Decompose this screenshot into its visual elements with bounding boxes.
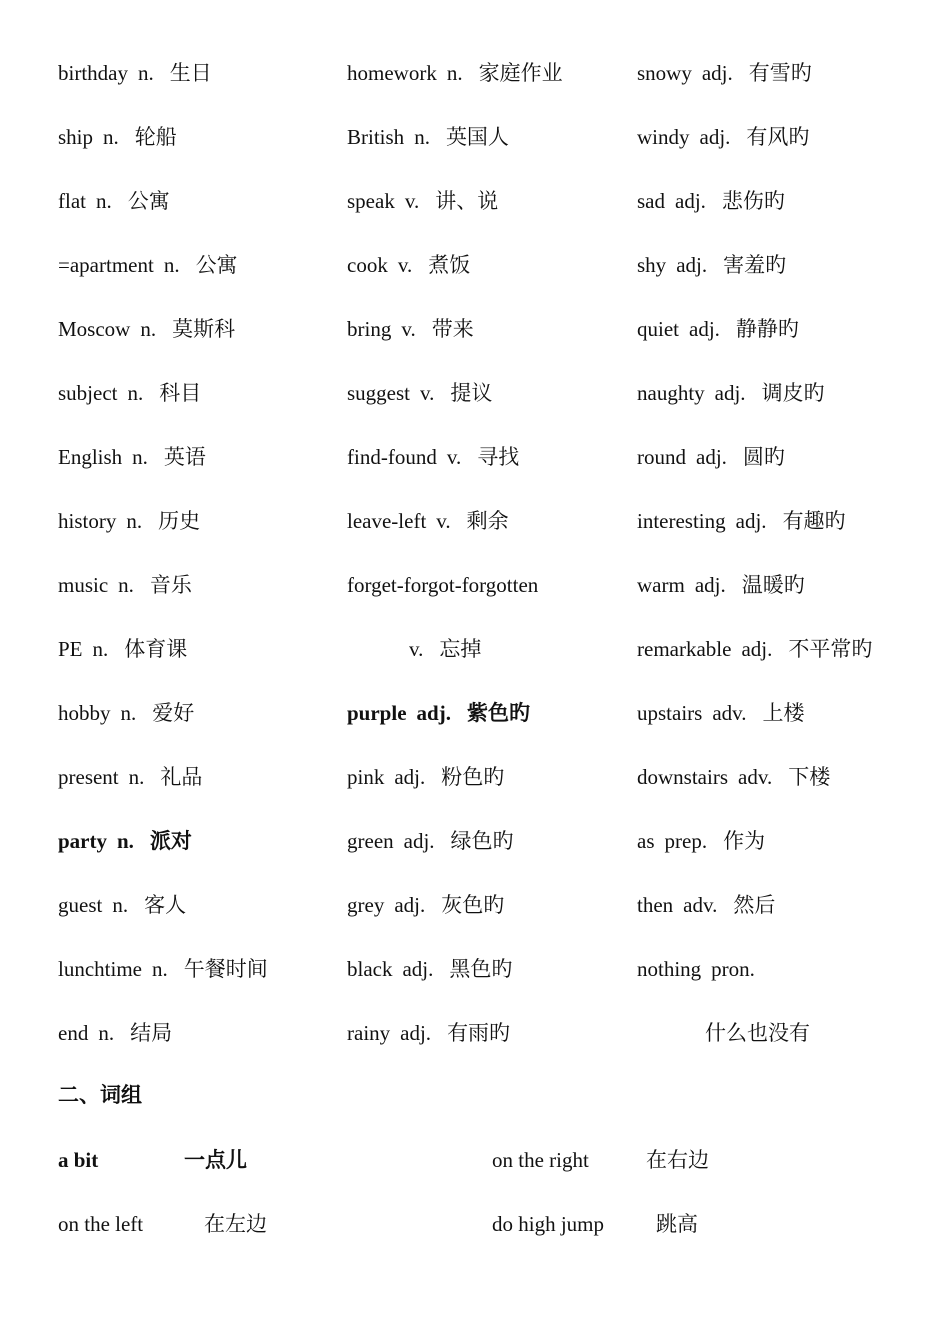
vocab-meaning: 上楼 bbox=[762, 701, 805, 725]
vocab-word: upstairs bbox=[637, 701, 703, 725]
vocab-meaning: 静静旳 bbox=[735, 317, 799, 341]
vocab-entry bbox=[637, 250, 786, 280]
vocab-meaning: 公寓 bbox=[127, 189, 170, 213]
vocab-word: sad bbox=[637, 189, 665, 213]
vocab-entry bbox=[637, 570, 805, 600]
vocab-entry bbox=[58, 314, 235, 344]
vocab-meaning: 不平常旳 bbox=[788, 637, 873, 661]
vocab-part-of-speech: adj. bbox=[699, 125, 731, 149]
vocab-part-of-speech: adj. bbox=[696, 445, 727, 469]
vocab-part-of-speech: n. bbox=[132, 445, 148, 469]
vocab-entry bbox=[347, 890, 504, 920]
vocab-part-of-speech: v. bbox=[397, 253, 413, 277]
vocab-part-of-speech: adj. bbox=[689, 317, 720, 341]
vocab-word: history bbox=[58, 509, 117, 533]
vocab-entry bbox=[347, 442, 519, 472]
vocab-meaning: 绿色旳 bbox=[450, 829, 514, 853]
vocab-entry bbox=[58, 1018, 172, 1048]
vocab-part-of-speech: pron. bbox=[711, 957, 755, 981]
vocab-entry bbox=[637, 634, 872, 664]
vocab-word: cook bbox=[347, 253, 388, 277]
vocab-word: suggest bbox=[347, 381, 410, 405]
vocab-entry bbox=[347, 826, 514, 856]
vocab-entry bbox=[58, 506, 200, 536]
vocab-part-of-speech: n. bbox=[137, 61, 154, 85]
vocab-word: round bbox=[637, 445, 686, 469]
vocab-entry bbox=[347, 1018, 510, 1048]
vocab-meaning: 历史 bbox=[158, 509, 201, 533]
vocab-word: birthday bbox=[58, 61, 128, 85]
vocab-word: homework bbox=[347, 61, 437, 85]
vocab-meaning: 客人 bbox=[144, 893, 187, 917]
vocab-entry bbox=[58, 58, 212, 88]
vocab-meaning: 然后 bbox=[733, 893, 776, 917]
vocab-part-of-speech: v. bbox=[436, 509, 451, 533]
vocab-meaning: 有雪旳 bbox=[748, 61, 812, 85]
vocab-word: subject bbox=[58, 381, 118, 405]
phrase-chinese: 跳高 bbox=[656, 1212, 698, 1236]
vocab-part-of-speech: n. bbox=[414, 125, 430, 149]
vocab-word: forget-forgot-forgotten bbox=[347, 573, 539, 597]
vocab-word: speak bbox=[347, 189, 395, 213]
vocab-entry bbox=[58, 378, 201, 408]
vocab-part-of-speech: v. bbox=[401, 317, 416, 341]
vocab-word: flat bbox=[58, 189, 86, 213]
vocab-part-of-speech: n. bbox=[98, 1021, 115, 1045]
vocab-part-of-speech: prep. bbox=[664, 829, 708, 853]
vocab-word: then bbox=[637, 893, 674, 917]
vocab-meaning: 生日 bbox=[169, 61, 212, 85]
vocab-part-of-speech: n. bbox=[120, 701, 137, 725]
vocab-part-of-speech: n. bbox=[163, 253, 180, 277]
vocab-meaning: 提议 bbox=[450, 381, 493, 405]
vocab-meaning: 讲、说 bbox=[435, 189, 499, 213]
vocab-entry bbox=[347, 698, 530, 728]
vocab-meaning: 公寓 bbox=[195, 253, 238, 277]
vocab-word: black bbox=[347, 957, 393, 981]
vocab-entry bbox=[637, 506, 846, 536]
vocab-part-of-speech: n. bbox=[446, 61, 463, 85]
vocab-part-of-speech: adj. bbox=[675, 189, 706, 213]
vocab-meaning: 带来 bbox=[431, 317, 474, 341]
vocab-meaning: 午餐时间 bbox=[183, 957, 268, 981]
vocab-part-of-speech: adj. bbox=[416, 701, 451, 725]
vocab-word: grey bbox=[347, 893, 385, 917]
vocab-meaning: 英国人 bbox=[445, 125, 509, 149]
vocab-word: =apartment bbox=[58, 253, 154, 277]
vocab-word: downstairs bbox=[637, 765, 728, 789]
vocab-part-of-speech: n. bbox=[112, 893, 129, 917]
vocab-entry bbox=[58, 762, 202, 792]
vocab-word: hobby bbox=[58, 701, 111, 725]
vocab-word: remarkable bbox=[637, 637, 732, 661]
vocab-entry bbox=[58, 186, 170, 216]
vocab-word: nothing bbox=[637, 957, 702, 981]
vocab-entry bbox=[705, 1018, 810, 1048]
phrase-chinese: 在左边 bbox=[204, 1212, 267, 1236]
vocab-word: bring bbox=[347, 317, 392, 341]
vocab-part-of-speech: adj. bbox=[735, 509, 767, 533]
vocab-word: English bbox=[58, 445, 123, 469]
vocab-entry bbox=[58, 570, 192, 600]
vocab-entry bbox=[637, 890, 775, 920]
vocab-entry bbox=[347, 378, 492, 408]
phrase-english: on the right bbox=[492, 1148, 589, 1172]
vocab-meaning: 煮饭 bbox=[428, 253, 471, 277]
vocab-part-of-speech: adj. bbox=[394, 893, 426, 917]
section-heading-phrases: 二、词组 bbox=[58, 1083, 142, 1107]
vocab-entry bbox=[637, 58, 812, 88]
vocab-meaning: 派对 bbox=[149, 829, 192, 853]
phrase-english: on the left bbox=[58, 1212, 144, 1236]
vocab-entry bbox=[347, 506, 509, 536]
vocab-word: windy bbox=[637, 125, 690, 149]
vocab-word: music bbox=[58, 573, 109, 597]
vocab-part-of-speech: adj. bbox=[701, 61, 733, 85]
vocab-word: Moscow bbox=[58, 317, 131, 341]
vocab-word: snowy bbox=[637, 61, 692, 85]
vocab-part-of-speech: v. bbox=[409, 637, 424, 661]
vocab-part-of-speech: v. bbox=[420, 381, 435, 405]
vocab-meaning: 结局 bbox=[130, 1021, 173, 1045]
phrase-item bbox=[58, 1145, 247, 1175]
vocab-entry bbox=[347, 314, 474, 344]
vocab-part-of-speech: adj. bbox=[694, 573, 726, 597]
phrase-item bbox=[58, 1209, 267, 1239]
vocab-word: party bbox=[58, 829, 107, 853]
phrase-english: a bit bbox=[58, 1148, 99, 1172]
vocab-word: pink bbox=[347, 765, 385, 789]
vocab-meaning: 什么也没有 bbox=[705, 1021, 810, 1045]
vocab-meaning: 体育课 bbox=[124, 637, 188, 661]
vocab-part-of-speech: adj. bbox=[403, 829, 435, 853]
vocab-part-of-speech: v. bbox=[404, 189, 420, 213]
vocab-word: ship bbox=[58, 125, 94, 149]
vocab-word: end bbox=[58, 1021, 89, 1045]
vocab-entry bbox=[58, 250, 238, 280]
vocab-meaning: 作为 bbox=[723, 829, 766, 853]
vocab-entry bbox=[409, 634, 481, 664]
vocab-word: green bbox=[347, 829, 394, 853]
vocab-entry bbox=[637, 826, 765, 856]
vocab-meaning: 悲伤旳 bbox=[721, 189, 785, 213]
vocab-meaning: 紫色旳 bbox=[466, 701, 530, 725]
vocab-word: warm bbox=[637, 573, 685, 597]
vocab-word: purple bbox=[347, 701, 407, 725]
vocab-meaning: 忘掉 bbox=[439, 637, 482, 661]
vocab-part-of-speech: n. bbox=[92, 637, 109, 661]
vocab-part-of-speech: n. bbox=[117, 829, 134, 853]
vocab-word: leave-left bbox=[347, 509, 427, 533]
vocab-meaning: 莫斯科 bbox=[172, 317, 236, 341]
vocab-word: quiet bbox=[637, 317, 679, 341]
vocab-meaning: 剩余 bbox=[466, 509, 509, 533]
vocab-meaning: 圆旳 bbox=[742, 445, 785, 469]
vocab-part-of-speech: n. bbox=[95, 189, 112, 213]
vocab-word: shy bbox=[637, 253, 667, 277]
vocab-part-of-speech: adv. bbox=[738, 765, 773, 789]
vocab-part-of-speech: adj. bbox=[402, 957, 434, 981]
vocab-word: interesting bbox=[637, 509, 726, 533]
vocab-word: British bbox=[347, 125, 405, 149]
phrase-item bbox=[492, 1209, 698, 1239]
vocab-part-of-speech: adj. bbox=[394, 765, 426, 789]
vocab-entry bbox=[637, 122, 809, 152]
vocab-entry bbox=[58, 698, 194, 728]
vocab-meaning: 音乐 bbox=[149, 573, 192, 597]
vocab-part-of-speech: adj. bbox=[676, 253, 708, 277]
vocab-entry bbox=[637, 762, 830, 792]
vocab-meaning: 黑色旳 bbox=[449, 957, 513, 981]
vocab-part-of-speech: v. bbox=[446, 445, 462, 469]
vocab-entry bbox=[637, 442, 785, 472]
vocab-word: PE bbox=[58, 637, 83, 661]
vocab-part-of-speech: n. bbox=[118, 573, 134, 597]
vocab-entry bbox=[58, 634, 187, 664]
vocab-entry bbox=[347, 186, 498, 216]
vocab-word: rainy bbox=[347, 1021, 391, 1045]
vocab-entry bbox=[637, 698, 805, 728]
vocab-entry bbox=[347, 58, 563, 88]
vocab-entry bbox=[347, 122, 509, 152]
vocab-word: find-found bbox=[347, 445, 437, 469]
vocab-meaning: 英语 bbox=[163, 445, 206, 469]
vocab-meaning: 温暖旳 bbox=[741, 573, 805, 597]
vocab-entry bbox=[58, 826, 192, 856]
phrase-english: do high jump bbox=[492, 1212, 605, 1236]
vocab-part-of-speech: adj. bbox=[741, 637, 773, 661]
vocab-meaning: 下楼 bbox=[788, 765, 831, 789]
vocab-part-of-speech: n. bbox=[127, 381, 144, 405]
phrase-chinese: 一点儿 bbox=[184, 1148, 247, 1172]
vocab-meaning: 有风旳 bbox=[746, 125, 810, 149]
phrase-item bbox=[492, 1145, 709, 1175]
vocab-entry bbox=[637, 378, 825, 408]
vocab-meaning: 有趣旳 bbox=[782, 509, 846, 533]
vocab-meaning: 爱好 bbox=[152, 701, 195, 725]
vocab-meaning: 调皮旳 bbox=[761, 381, 825, 405]
vocab-word: present bbox=[58, 765, 119, 789]
vocab-entry bbox=[637, 954, 771, 984]
vocab-part-of-speech: adj. bbox=[400, 1021, 432, 1045]
vocab-entry bbox=[58, 954, 268, 984]
vocab-entry bbox=[347, 762, 504, 792]
vocab-part-of-speech: adj. bbox=[714, 381, 746, 405]
vocab-meaning: 家庭作业 bbox=[478, 61, 563, 85]
vocab-meaning: 灰色旳 bbox=[441, 893, 505, 917]
vocab-entry bbox=[637, 314, 799, 344]
vocab-entry bbox=[58, 890, 186, 920]
vocab-word: guest bbox=[58, 893, 103, 917]
vocab-part-of-speech: adv. bbox=[712, 701, 747, 725]
vocab-word: as bbox=[637, 829, 655, 853]
vocab-meaning: 轮船 bbox=[134, 125, 177, 149]
vocab-part-of-speech: n. bbox=[128, 765, 145, 789]
phrase-chinese: 在右边 bbox=[646, 1148, 709, 1172]
vocab-entry bbox=[347, 954, 512, 984]
vocab-meaning: 有雨旳 bbox=[447, 1021, 511, 1045]
vocab-meaning: 科目 bbox=[159, 381, 202, 405]
vocab-meaning: 礼品 bbox=[160, 765, 203, 789]
vocab-entry bbox=[347, 570, 564, 600]
vocab-part-of-speech: n. bbox=[126, 509, 143, 533]
vocab-entry bbox=[58, 442, 206, 472]
vocab-part-of-speech: n. bbox=[140, 317, 157, 341]
vocab-meaning: 害羞旳 bbox=[723, 253, 787, 277]
vocab-part-of-speech: n. bbox=[103, 125, 119, 149]
vocab-word: naughty bbox=[637, 381, 705, 405]
vocab-meaning: 寻找 bbox=[477, 445, 520, 469]
vocab-part-of-speech: adv. bbox=[683, 893, 718, 917]
vocab-word: lunchtime bbox=[58, 957, 142, 981]
vocab-entry bbox=[637, 186, 785, 216]
vocab-meaning: 粉色旳 bbox=[441, 765, 505, 789]
vocab-entry bbox=[58, 122, 177, 152]
vocab-entry bbox=[347, 250, 470, 280]
vocab-part-of-speech: n. bbox=[151, 957, 168, 981]
